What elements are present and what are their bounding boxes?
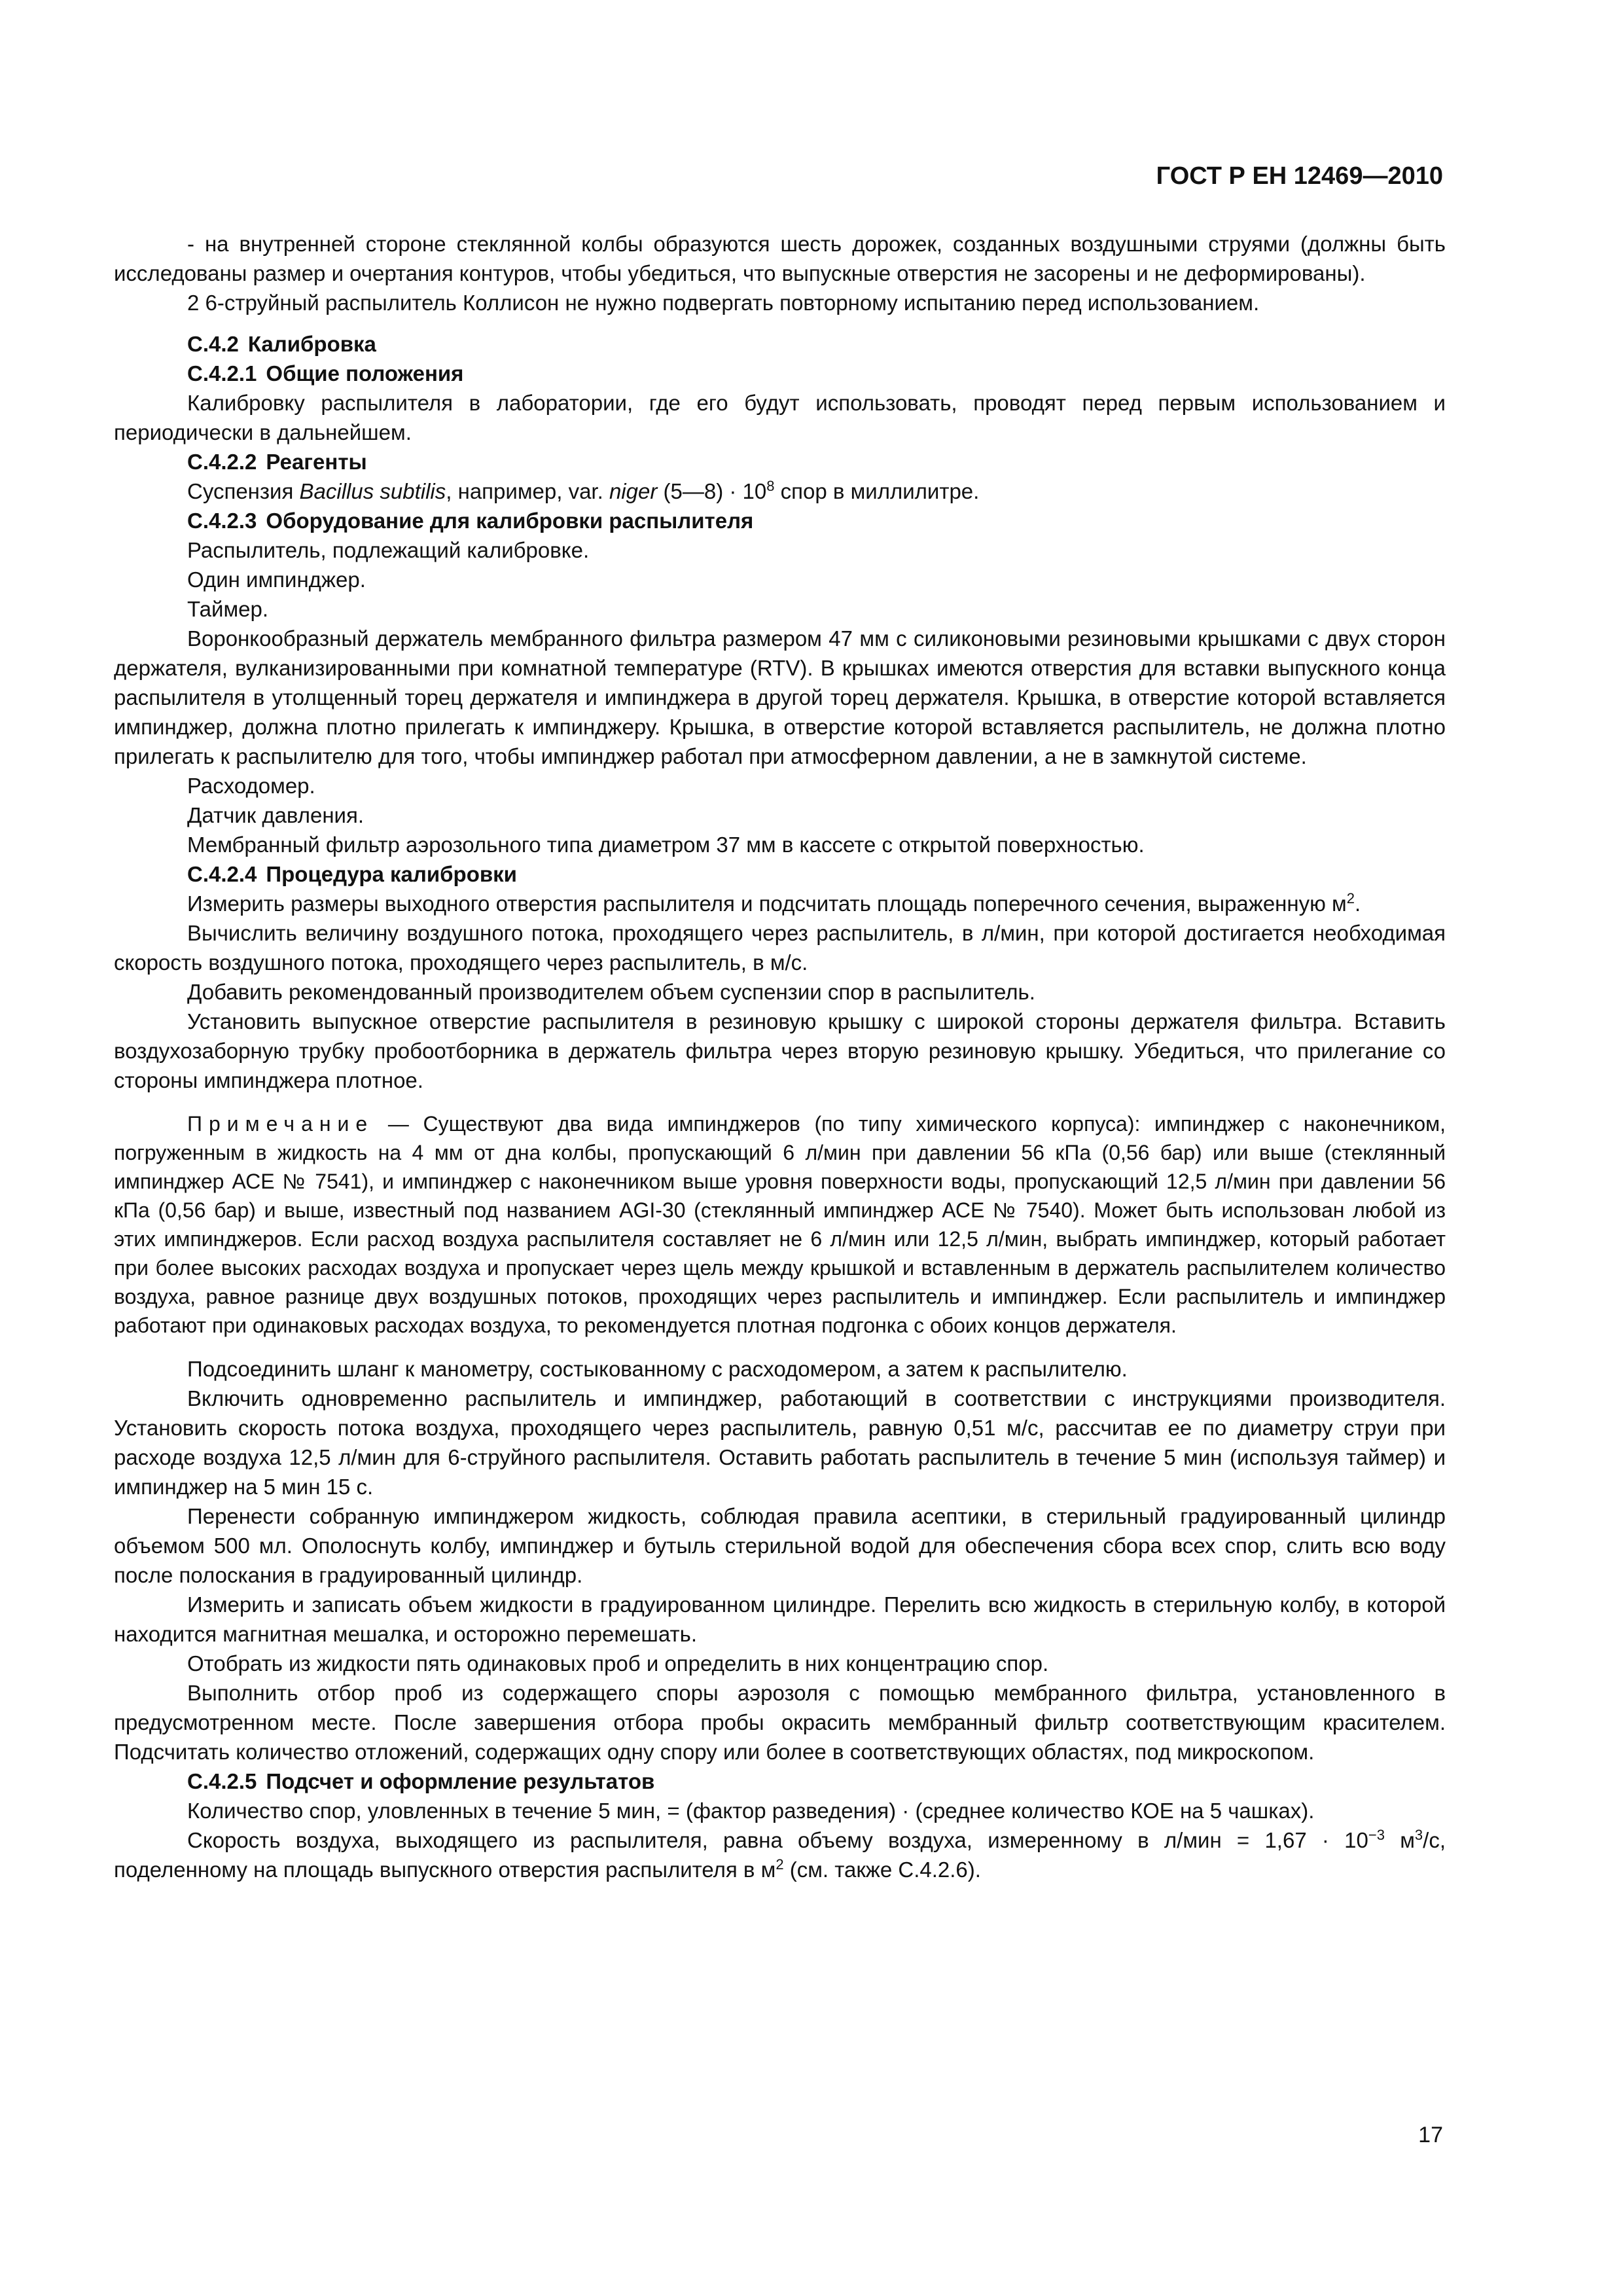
section-heading xyxy=(114,447,1446,476)
paragraph: Подсоединить шланг к манометру, состыкованному с расходомером, а затем к распылителю. xyxy=(187,1357,1128,1381)
paragraph xyxy=(114,889,1446,918)
text-run: спор в миллилитре. xyxy=(774,479,980,503)
equipment-item: Распылитель, подлежащий калибровке. xyxy=(187,538,590,562)
paragraph: Установить выпускное отверстие распылителя в резиновую крышку с широкой стороны держателя фильтра. Вставить воздухозаборную трубку пробоотборника в держатель фильтра через вторую резиновую крышку. Убедиться, что прилегание со стороны импинджера плотное. xyxy=(114,1009,1446,1092)
section-number: С.4.2.3 xyxy=(187,509,257,533)
paragraph: Воронкообразный держатель мембранного фильтра размером 47 мм с силиконовыми резиновыми крышками с двух сторон держателя, вулканизированными при комнатной температуре (RTV). В крышках имеются отверстия для вставки выпускного конца распылителя в утолщенный торец держателя и импинджера в другой торец держателя. Крышка, в отверстие которой вставляется импинджер, должна плотно прилегать к импинджеру. Крышка, в отверстие которой вставляется распылитель, не должна плотно прилегать к распылителю для того, чтобы импинджер работал при атмосферном давлении, а не в замкнутой системе. xyxy=(114,626,1446,768)
text-run: . xyxy=(1355,891,1361,916)
section-heading xyxy=(114,329,1446,359)
section-heading xyxy=(114,859,1446,889)
section-number: С.4.2.5 xyxy=(187,1769,257,1793)
section-number: С.4.2.1 xyxy=(187,361,257,386)
text-run: м xyxy=(1384,1828,1415,1852)
section-heading xyxy=(114,506,1446,535)
exponent: 2 xyxy=(1346,890,1355,906)
paragraph: Перенести собранную импинджером жидкость, соблюдая правила асептики, в стерильный градуированный цилиндр объемом 500 мл. Ополоснуть колбу, импинджер и бутыль стерильной водой для обеспечения сбора всех спор, слить всю воду после полоскания в градуированный цилиндр. xyxy=(114,1504,1446,1587)
paragraph xyxy=(114,1825,1446,1884)
variety-name: niger xyxy=(609,479,658,503)
exponent: 8 xyxy=(766,478,775,494)
paragraph: Вычислить величину воздушного потока, проходящего через распылитель, в л/мин, при которой достигается необходимая скорость воздушного потока, проходящего через распылитель, в м/с. xyxy=(114,921,1446,975)
text-run: Скорость воздуха, выходящего из распылителя, равна объему воздуха, измеренному в л/мин = 1,67 · 10 xyxy=(187,1828,1368,1852)
note-text: — Существуют два вида импинджеров (по типу химического корпуса): импинджер с наконечником, погруженным в жидкость на 4 мм от дна колбы, пропускающий 6 л/мин при давлении 56 кПа (0,56 бар) или выше (стеклянный импинджер АСЕ № 7541), и импинджер с наконечником выше уровня поверхности воды, пропускающий 12,5 л/мин при давлении 56 кПа (0,56 бар) и выше, известный под названием AGI-30 (стеклянный импинджер АСЕ № 7540). Может быть использован любой из этих импинджеров. Если расход воздуха распылителя составляет не 6 л/мин или 12,5 л/мин, выбрать импинджер, который работает при более высоких расходах воздуха и пропускает через щель между крышкой и вставленным в держатель распылителем количество воздуха, равное разнице двух воздушных потоков, проходящих через распылитель и импинджер. Если распылитель и импинджер работают при одинаковых расходах воздуха, то рекомендуется плотная подгонка с обоих концов держателя. xyxy=(114,1112,1446,1337)
paragraph: Включить одновременно распылитель и импинджер, работающий в соответствии с инструкциями производителя. Установить скорость потока воздуха, проходящего через распылитель, равную 0,51 м/с, рассчитав ее по диаметру струи при расходе воздуха 12,5 л/мин для 6-струйного распылителя. Оставить работать распылитель в течение 5 мин (используя таймер) и импинджер на 5 мин 15 с. xyxy=(114,1386,1446,1499)
equipment-item: Датчик давления. xyxy=(187,803,365,827)
note-label: Примечание xyxy=(187,1112,374,1136)
paragraph: Количество спор, уловленных в течение 5 мин, = (фактор разведения) · (среднее количество КОЕ на 5 чашках). xyxy=(187,1799,1315,1823)
exponent: −3 xyxy=(1368,1827,1385,1843)
section-number: С.4.2.4 xyxy=(187,862,257,886)
paragraph xyxy=(114,476,1446,506)
section-title: Оборудование для калибровки распылителя xyxy=(266,509,754,533)
paragraph: Измерить и записать объем жидкости в градуированном цилиндре. Перелить всю жидкость в стерильную колбу, в которой находится магнитная мешалка, и осторожно перемешать. xyxy=(114,1592,1446,1646)
species-name: Bacillus subtilis xyxy=(299,479,446,503)
equipment-item: Таймер. xyxy=(187,597,269,621)
page-number: 17 xyxy=(1418,2123,1443,2147)
document-header: ГОСТ Р ЕН 12469—2010 xyxy=(1156,162,1443,190)
section-title: Процедура калибровки xyxy=(266,862,517,886)
text-run: , например, var. xyxy=(446,479,609,503)
section-title: Реагенты xyxy=(266,450,367,474)
section-title: Общие положения xyxy=(266,361,464,386)
text-run: (5—8) · 10 xyxy=(657,479,767,503)
section-number: С.4.2.2 xyxy=(187,450,257,474)
section-heading xyxy=(114,359,1446,388)
document-body xyxy=(114,229,1446,1884)
paragraph: Выполнить отбор проб из содержащего споры аэрозоля с помощью мембранного фильтра, установленного в предусмотренном месте. После завершения отбора пробы окрасить мембранный фильтр соответствующим красителем. Подсчитать количество отложений, содержащих одну спору или более в соответствующих областях, под микроскопом. xyxy=(114,1681,1446,1764)
section-title: Калибровка xyxy=(247,332,376,356)
paragraph: Калибровку распылителя в лаборатории, где его будут использовать, проводят перед первым использованием и периодически в дальнейшем. xyxy=(114,391,1446,444)
equipment-item: Один импинджер. xyxy=(187,567,366,592)
exponent: 2 xyxy=(776,1856,784,1873)
paragraph: Добавить рекомендованный производителем объем суспензии спор в распылитель. xyxy=(187,980,1035,1004)
equipment-item: Мембранный фильтр аэрозольного типа диаметром 37 мм в кассете с открытой поверхностью. xyxy=(187,833,1145,857)
text-run: (см. также С.4.2.6). xyxy=(783,1857,981,1882)
section-number: С.4.2 xyxy=(187,332,239,356)
paragraph: 2 6-струйный распылитель Коллисон не нужно подвергать повторному испытанию перед использованием. xyxy=(187,291,1260,315)
exponent: 3 xyxy=(1414,1827,1423,1843)
section-heading xyxy=(114,1767,1446,1796)
note xyxy=(114,1109,1446,1340)
text-run: Измерить размеры выходного отверстия распылителя и подсчитать площадь поперечного сечения, выраженную м xyxy=(187,891,1347,916)
paragraph: - на внутренней стороне стеклянной колбы образуются шесть дорожек, созданных воздушными струями (должны быть исследованы размер и очертания контуров, чтобы убедиться, что выпускные отверстия не засорены и не деформированы). xyxy=(114,232,1446,285)
section-title: Подсчет и оформление результатов xyxy=(266,1769,655,1793)
text-run: /с, поделенному на площадь выпускного отверстия распылителя в м xyxy=(114,1828,1446,1882)
text-run: Суспензия xyxy=(187,479,300,503)
equipment-item: Расходомер. xyxy=(187,774,315,798)
paragraph: Отобрать из жидкости пять одинаковых проб и определить в них концентрацию спор. xyxy=(187,1651,1049,1676)
